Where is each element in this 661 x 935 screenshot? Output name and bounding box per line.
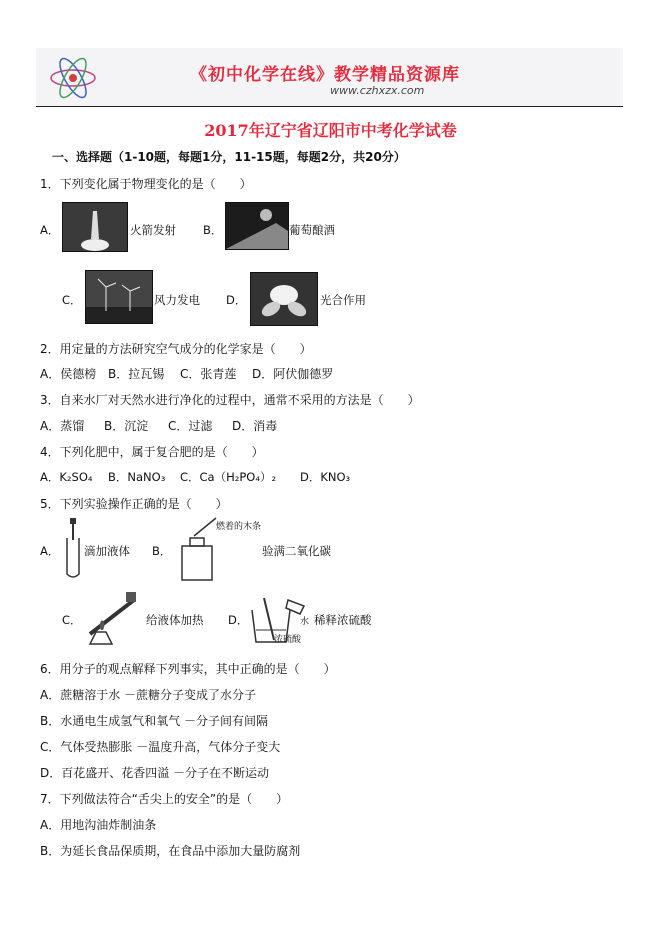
option: C．张青莲 <box>180 367 237 381</box>
page-title: 2017年辽宁省辽阳市中考化学试卷 <box>204 121 457 140</box>
question-6-stem: 6．用分子的观点解释下列事实，其中正确的是（ ） <box>40 662 336 676</box>
question-3-options <box>40 417 600 435</box>
option: A．侯德榜 <box>40 367 97 381</box>
q5-option-c <box>62 612 82 628</box>
q1-option-b <box>203 222 222 238</box>
acid-caption: 浓硫酸 <box>274 635 302 645</box>
q1-option-a <box>40 222 59 238</box>
option: B．为延长食品保质期，在食品中添加大量防腐剂 <box>40 844 301 858</box>
question-2-stem: 2．用定量的方法研究空气成分的化学家是（ ） <box>40 342 312 356</box>
question-2-options <box>40 365 600 383</box>
option-letter: C． <box>62 293 82 307</box>
q1-option-d-label: 光合作用 <box>320 293 366 307</box>
q5-option-a <box>40 543 59 559</box>
option: A．K₂SO₄ <box>40 470 93 484</box>
option: D．KNO₃ <box>300 470 351 484</box>
q5-option-a-label: 滴加液体 <box>84 544 130 558</box>
q1-option-c-label: 风力发电 <box>154 293 200 307</box>
option: B．沉淀 <box>104 419 149 433</box>
section-heading: 一、选择题（1-10题，每题1分，11-15题，每题2分，共20分） <box>52 150 406 164</box>
q1-option-b-label: 葡萄酿酒 <box>289 223 335 237</box>
gas-bottle-icon <box>172 516 222 582</box>
question-3-stem: 3．自来水厂对天然水进行净化的过程中，通常不采用的方法是（ ） <box>40 393 420 407</box>
question-4-options <box>40 469 600 487</box>
rocket-launch-image <box>62 202 128 252</box>
option: D．消毒 <box>232 419 278 433</box>
burning-stick-caption: 燃着的木条 <box>216 522 262 532</box>
atom-logo-icon <box>48 56 98 100</box>
question-5-stem: 5．下列实验操作正确的是（ ） <box>40 497 228 511</box>
option: D．百花盛开、花香四溢 －分子在不断运动 <box>40 766 270 780</box>
option: B．拉瓦锡 <box>108 367 165 381</box>
banner-url: www.czhxzx.com <box>330 84 425 97</box>
dropper-test-tube-icon <box>62 518 84 580</box>
option: D．阿伏伽德罗 <box>252 367 334 381</box>
option-letter: D． <box>226 293 247 307</box>
option-letter: C． <box>62 613 82 627</box>
question-4-stem: 4．下列化肥中，属于复合肥的是（ ） <box>40 445 264 459</box>
q5-option-b-label: 验满二氧化碳 <box>262 544 331 558</box>
option: C．Ca（H₂PO₄）₂ <box>180 470 277 484</box>
wine-making-image <box>225 202 289 250</box>
q5-option-b <box>152 543 171 559</box>
option-letter: A． <box>40 544 60 558</box>
option: C．过滤 <box>168 419 213 433</box>
option: C．气体受热膨胀 －温度升高，气体分子变大 <box>40 740 281 754</box>
question-1-stem: 1．下列变化属于物理变化的是（ ） <box>40 177 252 191</box>
photosynthesis-image <box>250 272 318 326</box>
q5-option-c-label: 给液体加热 <box>146 613 204 627</box>
option-letter: A． <box>40 223 60 237</box>
q1-option-d <box>226 292 246 308</box>
option-letter: B． <box>203 223 223 237</box>
option: B．水通电生成氢气和氧气 －分子间有间隔 <box>40 714 269 728</box>
q1-option-a-label: 火箭发射 <box>130 223 176 237</box>
banner-title: 《初中化学在线》教学精品资源库 <box>190 65 460 85</box>
wind-power-image <box>85 270 153 324</box>
q5-option-d-label: 稀释浓硫酸 <box>314 613 372 627</box>
option: A．蒸馏 <box>40 419 85 433</box>
option: B．NaNO₃ <box>108 470 166 484</box>
q5-option-d <box>228 612 248 628</box>
option-letter: D． <box>228 613 249 627</box>
heating-liquid-icon <box>82 590 144 646</box>
q1-option-c <box>62 292 82 308</box>
option-letter: B． <box>152 544 172 558</box>
option: A．用地沟油炸制油条 <box>40 818 157 832</box>
question-7-stem: 7．下列做法符合“舌尖上的安全”的是（ ） <box>40 792 289 806</box>
water-caption: 水 <box>300 617 310 627</box>
option: A．蔗糖溶于水 －蔗糖分子变成了水分子 <box>40 688 257 702</box>
